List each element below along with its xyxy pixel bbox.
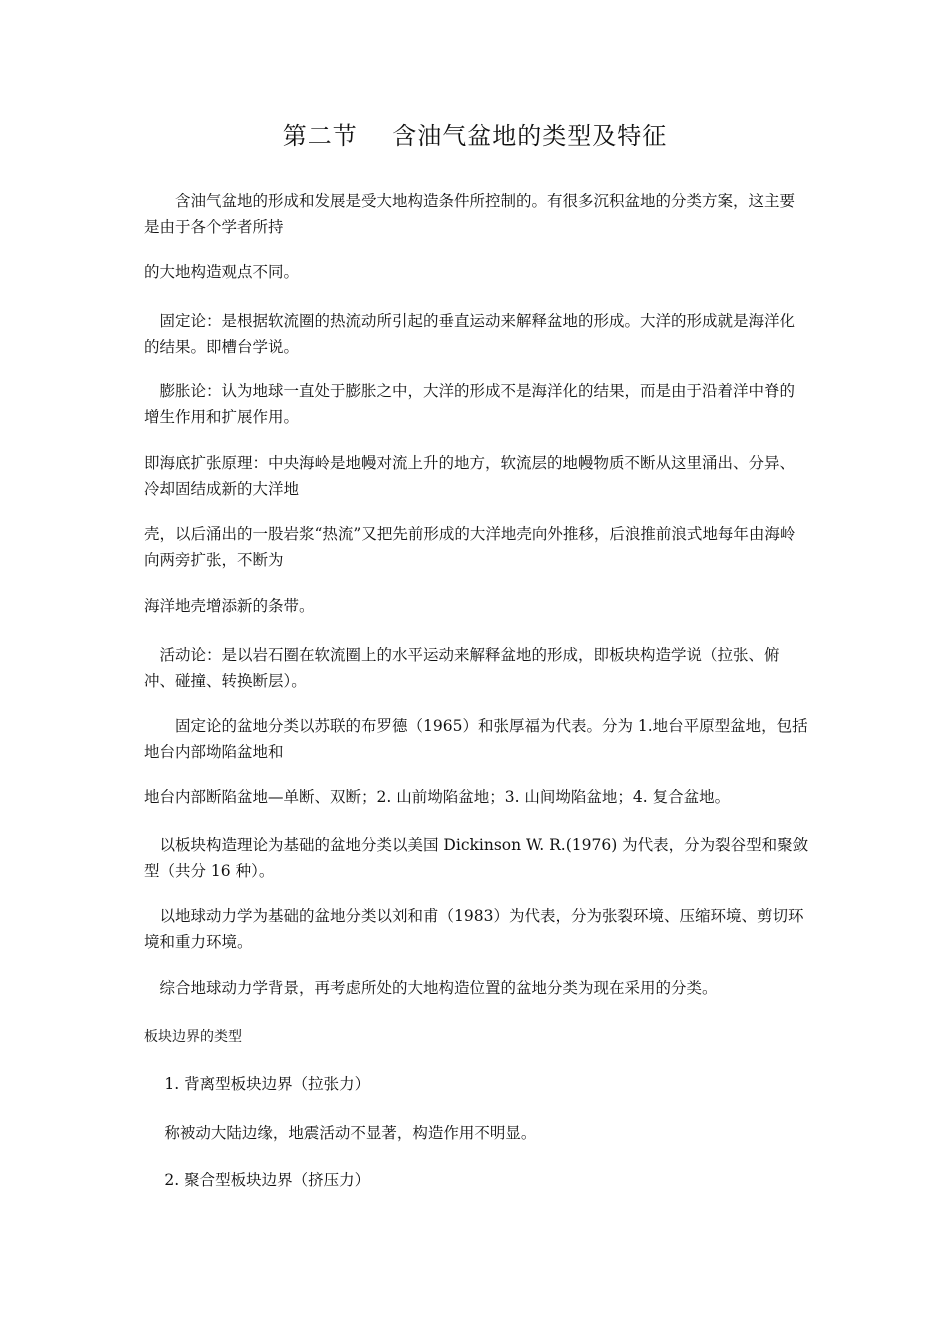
list-item-convergent-boundary: 2. 聚合型板块边界（挤压力） — [144, 1171, 371, 1189]
paragraph-mobilism: 活动论：是以岩石圈在软流圈上的水平运动来解释盆地的形成，即板块构造学说（拉张、俯冲、碰撞、转换断层）。 — [144, 646, 780, 690]
paragraph-passive-margin: 称被动大陆边缘，地震活动不显著，构造作用不明显。 — [144, 1124, 537, 1142]
paragraph-geodynamic-classification: 以地球动力学为基础的盆地分类以刘和甫（1983）为代表，分为张裂环境、压缩环境、剪切环境和重力环境。 — [144, 907, 804, 951]
paragraph-seafloor-spreading-continued: 壳，以后涌出的一股岩浆“热流”又把先前形成的大洋地壳向外推移，后浪推前浪式地每年由海岭向两旁扩张，不断为 — [144, 525, 796, 569]
heading-plate-boundary-types: 板块边界的类型 — [144, 1029, 242, 1045]
paragraph-intro: 含油气盆地的形成和发展是受大地构造条件所控制的。有很多沉积盆地的分类方案，这主要是由于各个学者所持 — [144, 192, 796, 236]
paragraph-fixist-classification: 固定论的盆地分类以苏联的布罗德（1965）和张厚福为代表。分为 1.地台平原型盆地，包括地台内部坳陷盆地和 — [144, 717, 808, 761]
paragraph-current-classification: 综合地球动力学背景，再考虑所处的大地构造位置的盆地分类为现在采用的分类。 — [144, 979, 718, 997]
paragraph-seafloor-spreading-end: 海洋地壳增添新的条带。 — [144, 597, 315, 615]
list-item-divergent-boundary: 1. 背离型板块边界（拉张力） — [144, 1075, 371, 1093]
section-title: 第二节 含油气盆地的类型及特征 — [282, 122, 668, 150]
paragraph-seafloor-spreading: 即海底扩张原理：中央海岭是地幔对流上升的地方，软流层的地幔物质不断从这里涌出、分异、冷却固结成新的大洋地 — [144, 454, 796, 498]
paragraph-fixist-classification-continued: 地台内部断陷盆地—单断、双断；2. 山前坳陷盆地；3. 山间坳陷盆地；4. 复合盆地。 — [144, 788, 731, 806]
paragraph-expansion: 膨胀论：认为地球一直处于膨胀之中，大洋的形成不是海洋化的结果，而是由于沿着洋中脊的增生作用和扩展作用。 — [144, 382, 796, 426]
paragraph-intro-continued: 的大地构造观点不同。 — [144, 263, 300, 281]
paragraph-plate-classification: 以板块构造理论为基础的盆地分类以美国 Dickinson W. R.(1976) 为代表，分为裂谷型和聚敛型（共分 16 种）。 — [144, 836, 809, 880]
paragraph-fixism: 固定论：是根据软流圈的热流动所引起的垂直运动来解释盆地的形成。大洋的形成就是海洋化的结果。即槽台学说。 — [144, 312, 796, 356]
